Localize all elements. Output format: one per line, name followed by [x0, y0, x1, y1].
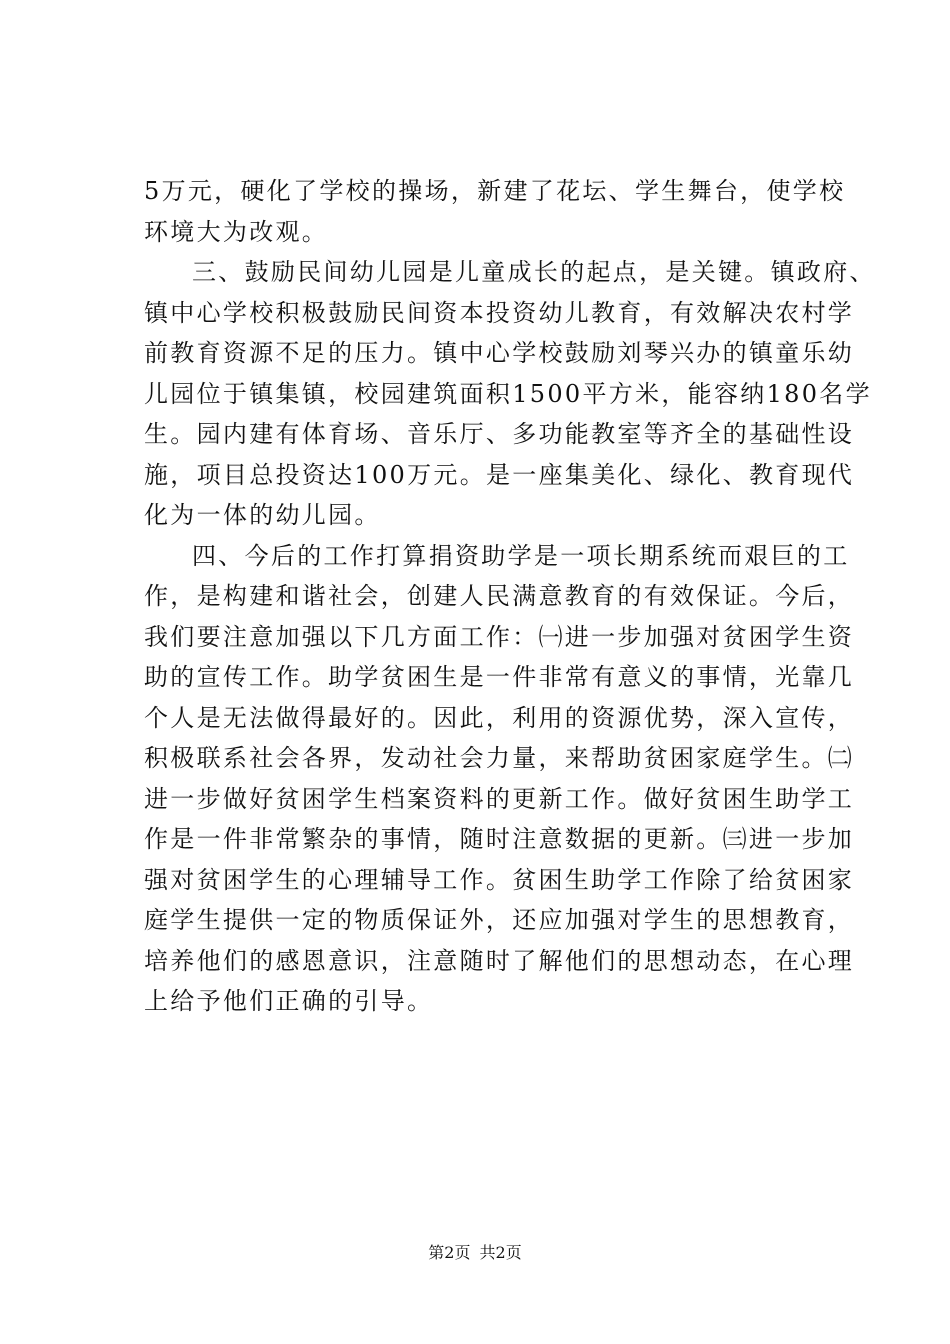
- text-line: 施，项目总投资达100万元。是一座集美化、绿化、教育现代: [144, 460, 855, 489]
- text-line: 三、鼓励民间幼儿园是儿童成长的起点，是关键。镇政府、: [192, 258, 876, 286]
- page-footer: [0, 1243, 950, 1263]
- page-total: 共2页: [479, 1243, 522, 1262]
- text-line: 5万元，硬化了学校的操场，新建了花坛、学生舞台，使学校: [144, 177, 846, 205]
- text-line: 助的宣传工作。助学贫困生是一件非常有意义的事情，光靠几: [144, 663, 855, 691]
- text-line: 庭学生提供一定的物质保证外，还应加强对学生的思想教育，: [144, 906, 855, 934]
- text-line: 镇中心学校积极鼓励民间资本投资幼儿教育，有效解决农村学: [144, 298, 855, 327]
- body-text: [144, 171, 876, 1022]
- text-line: 作，是构建和谐社会，创建人民满意教育的有效保证。今后，: [144, 582, 855, 610]
- text-line: 环境大为改观。: [144, 217, 329, 246]
- text-line: 前教育资源不足的压力。镇中心学校鼓励刘琴兴办的镇童乐幼: [144, 339, 855, 367]
- text-line: 生。园内建有体育场、音乐厅、多功能教室等齐全的基础性设: [144, 420, 855, 448]
- text-line: 积极联系社会各界，发动社会力量，来帮助贫困家庭学生。㈡: [144, 744, 855, 772]
- text-line: 强对贫困学生的心理辅导工作。贫困生助学工作除了给贫困家: [144, 865, 855, 894]
- text-line: 培养他们的感恩意识，注意随时了解他们的思想动态，在心理: [144, 946, 855, 975]
- page-number: 第2页: [428, 1243, 471, 1262]
- text-line: 化为一体的幼儿园。: [144, 501, 381, 529]
- text-line: 上给予他们正确的引导。: [144, 987, 434, 1015]
- text-line: 我们要注意加强以下几方面工作：㈠进一步加强对贫困学生资: [144, 622, 855, 651]
- text-line: 个人是无法做得最好的。因此，利用的资源优势，深入宣传，: [144, 703, 855, 732]
- text-line: 作是一件非常繁杂的事情，随时注意数据的更新。㈢进一步加: [144, 825, 855, 853]
- text-line: 进一步做好贫困学生档案资料的更新工作。做好贫困生助学工: [144, 784, 855, 813]
- text-line: 儿园位于镇集镇，校园建筑面积1500平方米，能容纳180名学: [144, 379, 872, 408]
- text-line: 四、今后的工作打算捐资助学是一项长期系统而艰巨的工: [192, 541, 850, 570]
